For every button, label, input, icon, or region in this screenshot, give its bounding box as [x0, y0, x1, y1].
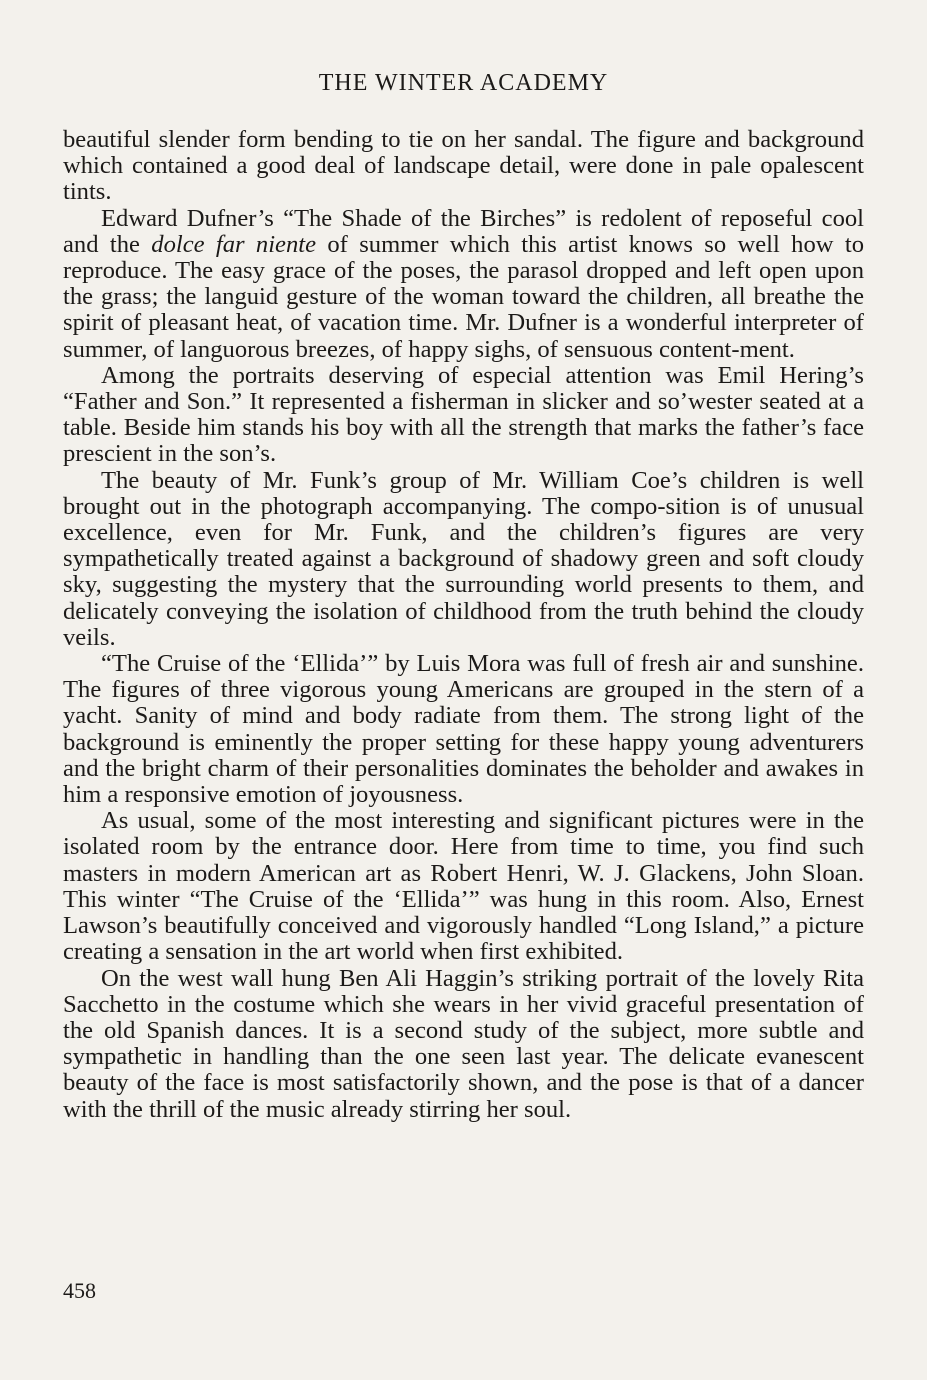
paragraph-isolated-room: As usual, some of the most interesting and significant pictures were in the isolated room by the entrance door. Here from time to time, you find such masters in modern American art as Robert Henri, W. J. Glackens, John Sloan. This winter “The Cruise of the ‘Ellida’” was hung in this room. Also, Ernest Lawson’s beautifully conceived and vigorously handled “Long Island,” a picture creating a sensation in the art world when first exhibited.	[63, 807, 864, 966]
paragraph-haggin: On the west wall hung Ben Ali Haggin’s striking portrait of the lovely Rita Sacchetto in the costume which she wears in her vivid graceful presentation of the old Spanish dances. It is a second study of the subject, more subtle and sympathetic in handling than the one seen last year. The delicate evanescent beauty of the face is most satisfactorily shown, and the pose is that of a dancer with the thrill of the music already stirring her soul.	[63, 964, 864, 1123]
article-body	[63, 127, 864, 1123]
paragraph-mora: “The Cruise of the ‘Ellida’” by Luis Mora was full of fresh air and sunshine. The figures of three vigorous young Americans are grouped in the stern of a yacht. Sanity of mind and body radiate from them. The strong light of the background is eminently the proper setting for these happy young adventurers and the bright charm of their personalities dominates the beholder and awakes in him a responsive emotion of joyousness.	[63, 650, 864, 809]
paragraph-continuation: beautiful slender form bending to tie on her sandal. The figure and background which contained a good deal of landscape detail, were done in pale opalescent tints.	[63, 126, 864, 206]
paragraph-hering: Among the portraits deserving of especial attention was Emil Hering’s “Father and Son.” It represented a fisherman in slicker and so’wester seated at a table. Beside him stands his boy with all the strength that marks the father’s face prescient in the son’s.	[63, 361, 864, 468]
page-number: 458	[63, 1278, 96, 1303]
running-head-title: THE WINTER ACADEMY	[318, 70, 609, 96]
paragraph-dufner	[63, 206, 864, 363]
paragraph-dufner-text-start: Edward Dufner’s “The Shade of the Birches” is redolent of reposeful cool and the	[63, 204, 864, 258]
paragraph-dufner-text-end: of summer which this artist knows so well how to reproduce. The easy grace of the poses, the parasol dropped and left open upon the grass; the languid gesture of the woman toward the children, all breathe the spirit of pleasant heat, of vacation time. Mr. Dufner is a wonderful interpreter of summer, of languorous breezes, of happy sighs, of sensuous content-ment.	[63, 230, 864, 363]
paragraph-funk: The beauty of Mr. Funk’s group of Mr. William Coe’s children is well brought out in the photograph accompanying. The compo-sition is of unusual excellence, even for Mr. Funk, and the children’s figures are very sympathetically treated against a background of shadowy green and soft cloudy sky, suggesting the mystery that the surrounding world presents to them, and delicately conveying the isolation of childhood from the truth behind the cloudy veils.	[63, 466, 864, 651]
italic-phrase: dolce far niente	[151, 230, 317, 258]
